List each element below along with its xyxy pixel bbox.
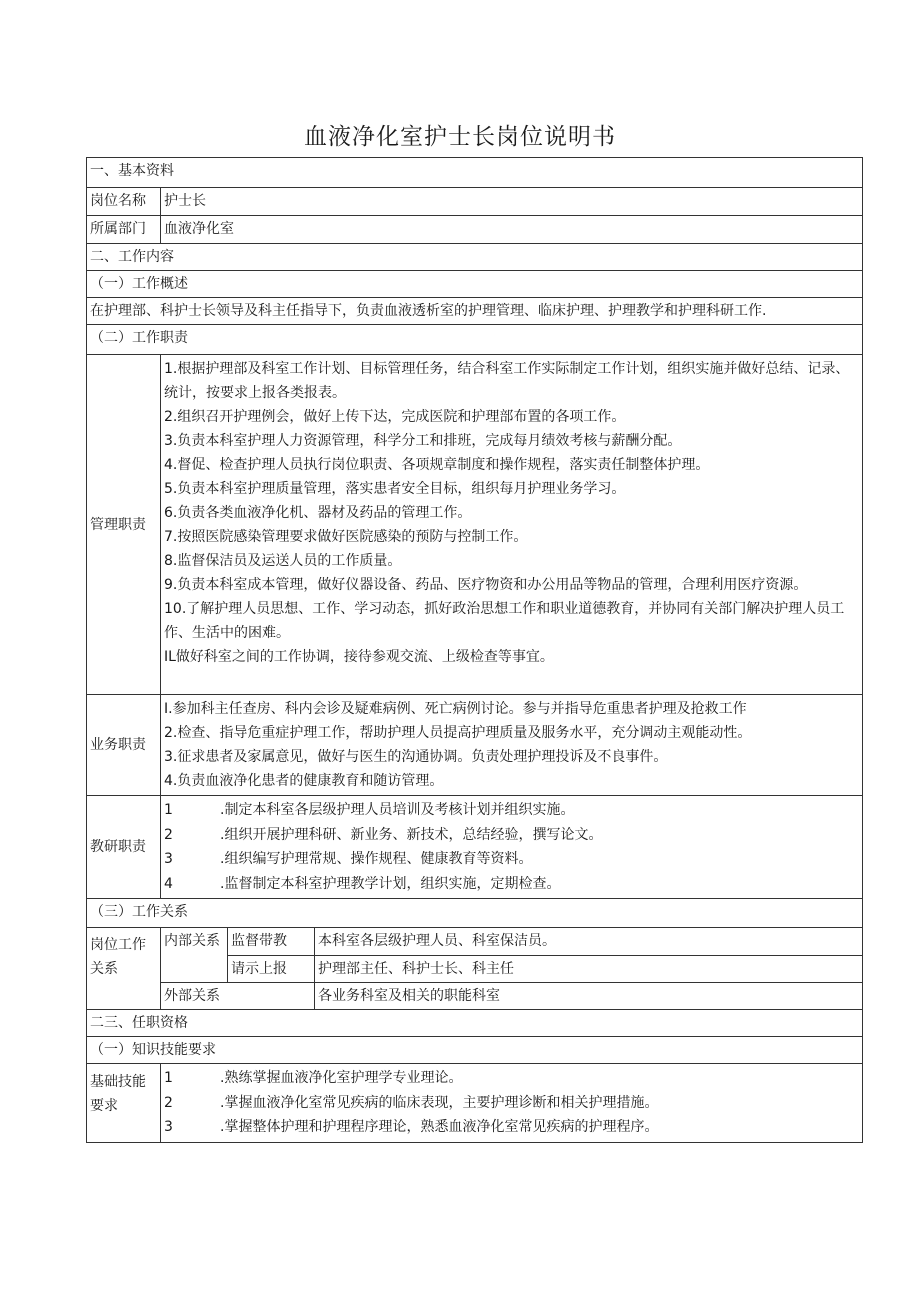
skill-item: 1 .熟练掌握血液净化室护理学专业理论。 [164,1070,463,1086]
job-name-value: 护士长 [161,188,863,216]
skill-item: 2 .掌握血液净化室常见疾病的临床表现，主要护理诊断和相关护理措施。 [164,1094,659,1111]
supervise-label: 监督带教 [228,928,315,956]
business-item: 4.负责血液净化患者的健康教育和随访管理。 [164,773,444,789]
research-item: 1 .制定本科室各层级护理人员培训及考核计划并组织实施。 [164,802,575,818]
section-basic-info: 一、基本资料 [87,158,863,188]
management-item: 2.组织召开护理例会，做好上传下达，完成医院和护理部布置的各项工作。 [164,409,626,425]
basic-skill-label: 基础技能要求 [87,1064,161,1143]
business-item: 3.征求患者及家属意见，做好与医生的沟通协调。负责处理护理投诉及不良事件。 [164,749,668,765]
management-item: 4.督促、检查护理人员执行岗位职责、各项规章制度和操作规程，落实责任制整体护理。 [164,457,710,473]
skill-requirements [161,1064,863,1143]
management-duties [161,355,863,695]
supervise-value: 本科室各层级护理人员、科室保洁员。 [315,928,863,956]
management-item: 1.根据护理部及科室工作计划、目标管理任务，结合科室工作实际制定工作计划，组织实施并做好总结、记录、统计，按要求上报各类报表。 [164,361,850,401]
business-label: 业务职责 [87,695,161,796]
research-item: 4 .监督制定本科室护理教学计划，组织实施，定期检查。 [164,875,561,892]
business-item: I.参加科主任查房、科内会诊及疑难病例、死亡病例讨论。参与并指导危重患者护理及抢救工作 [164,701,747,717]
duties-heading: （二）工作职责 [87,325,863,355]
external-label: 外部关系 [161,983,315,1010]
page-title: 血液净化室护士长岗位说明书 [304,124,616,150]
overview-heading: （一）工作概述 [87,271,863,298]
relations-heading: （三）工作关系 [87,899,863,928]
management-item: 7.按照医院感染管理要求做好医院感染的预防与控制工作。 [164,529,528,545]
section-work-content: 二、工作内容 [87,244,863,271]
management-item: IL做好科室之间的工作协调，接待参观交流、上级检查等事宜。 [164,649,554,665]
business-item: 2.检查、指导危重症护理工作，帮助护理人员提高护理质量及服务水平，充分调动主观能动性。 [164,725,752,741]
management-item: 8.监督保洁员及运送人员的工作质量。 [164,553,402,569]
section-qualification: 二三、任职资格 [87,1010,863,1037]
knowledge-heading: （一）知识技能要求 [87,1037,863,1064]
internal-label: 内部关系 [161,928,228,983]
external-value: 各业务科室及相关的职能科室 [315,983,863,1010]
management-item: 5.负责本科室护理质量管理，落实患者安全目标，组织每月护理业务学习。 [164,481,626,497]
research-item: 2 .组织开展护理科研、新业务、新技术，总结经验，撰写论文。 [164,826,603,843]
management-item: 3.负责本科室护理人力资源管理，科学分工和排班，完成每月绩效考核与薪酬分配。 [164,433,682,449]
job-description-table [86,157,863,1143]
overview-text: 在护理部、科护士长领导及科主任指导下，负责血液透析室的护理管理、临床护理、护理教学和护理科研工作. [87,298,863,325]
dept-label: 所属部门 [87,216,161,244]
business-duties [161,695,863,796]
management-item: 9.负责本科室成本管理，做好仪器设备、药品、医疗物资和办公用品等物品的管理，合理利用医疗资源。 [164,577,808,593]
relations-label: 岗位工作关系 [87,928,161,1010]
report-label: 请示上报 [228,956,315,983]
management-item: 6.负责各类血液净化机、器材及药品的管理工作。 [164,505,472,521]
management-label: 管理职责 [87,355,161,695]
research-label: 教研职责 [87,796,161,899]
skill-item: 3 .掌握整体护理和护理程序理论，熟悉血液净化室常见疾病的护理程序。 [164,1119,659,1135]
report-value: 护理部主任、科护士长、科主任 [315,956,863,983]
dept-value: 血液净化室 [161,216,863,244]
research-item: 3 .组织编写护理常规、操作规程、健康教育等资料。 [164,851,533,867]
management-item: 10.了解护理人员思想、工作、学习动态，抓好政治思想工作和职业道德教育，并协同有关部门解决护理人员工作、生活中的困难。 [164,601,845,641]
job-name-label: 岗位名称 [87,188,161,216]
research-duties [161,796,863,899]
